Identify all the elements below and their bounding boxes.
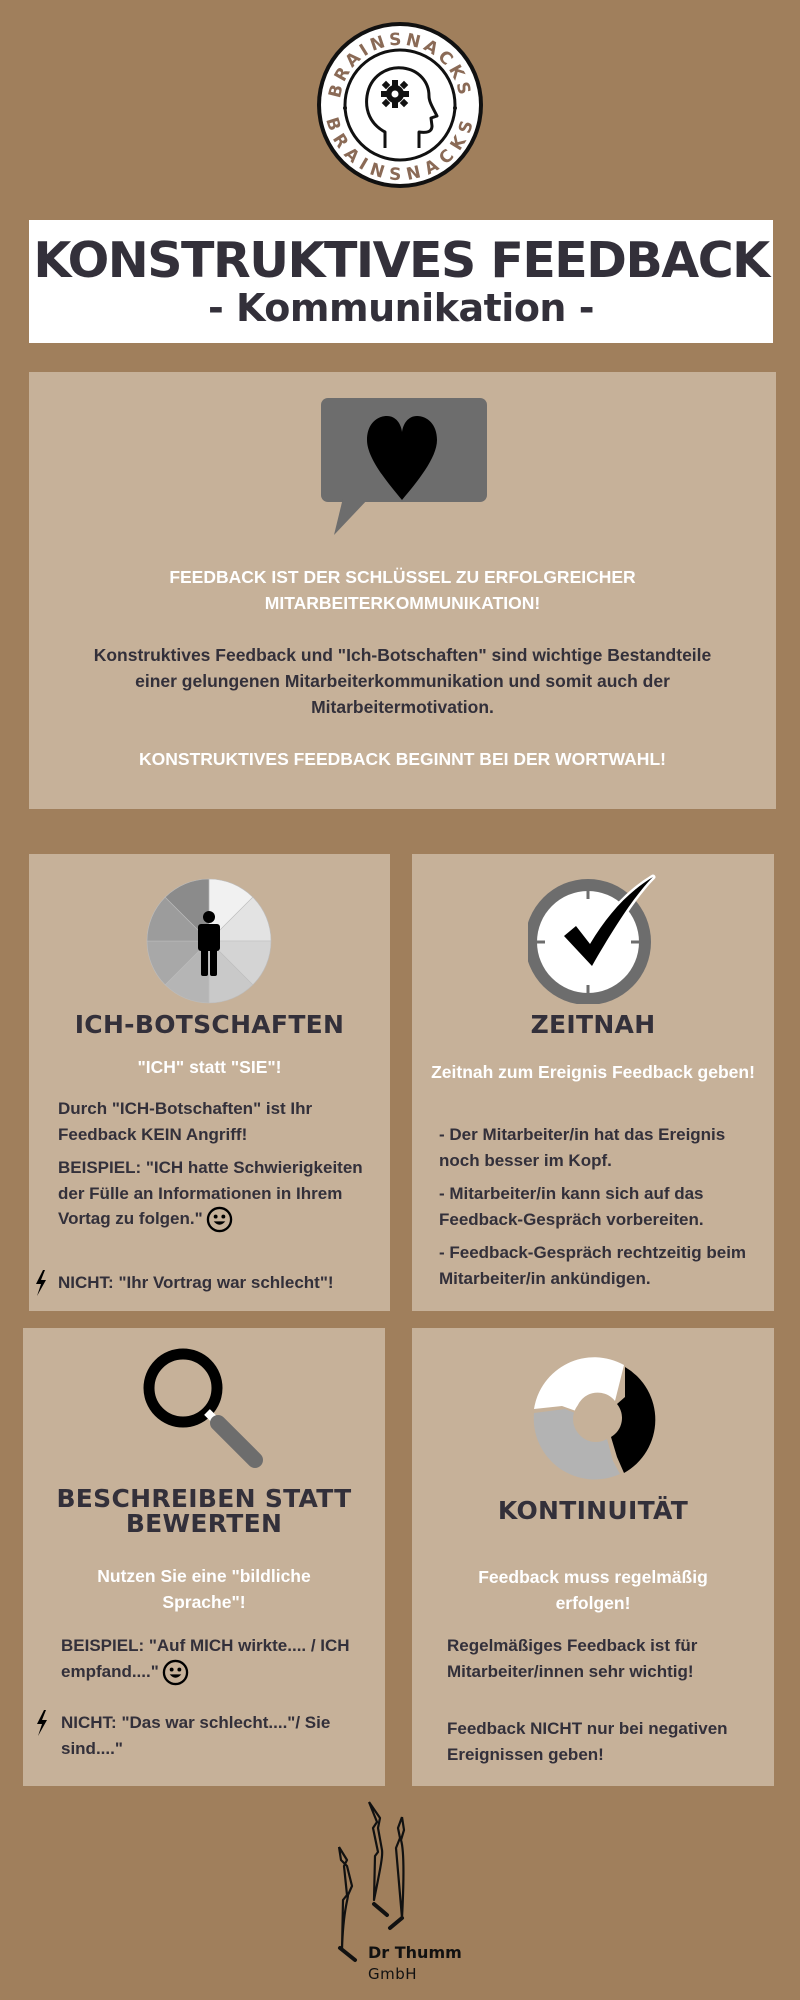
- card-beschreiben-statt-bewerten: [23, 1328, 385, 1786]
- negative-example: NICHT: "Das war schlecht...."/ Sie sind....": [61, 1713, 331, 1758]
- page-subtitle: - Kommunikation -: [208, 286, 594, 330]
- svg-text:BRAINSNACKS: BRAINSNACKS: [325, 29, 475, 100]
- card-body: BEISPIEL: "Auf MICH wirkte.... / ICH empfand....": [61, 1633, 365, 1694]
- card-title: ICH-BOTSCHAFTEN: [74, 1010, 345, 1039]
- card-body: - Der Mitarbeiter/in hat das Ereignis noch besser im Kopf. - Mitarbeiter/in kann sich auf das Feedback-Gespräch vorbereiten. - Feedback-Gespräch rechtzeitig beim Mitarbeiter/in ankündigen.: [439, 1125, 747, 1288]
- intro-headline: FEEDBACK IST DER SCHLÜSSEL ZU ERFOLGREICHER MITARBEITERKOMMUNIKATION!: [169, 567, 636, 613]
- person-wheel-icon: [146, 878, 272, 1004]
- intro-body: Konstruktives Feedback und "Ich-Botschaften" sind wichtige Bestandteile einer gelungenen Mitarbeiterkommunikation und somit auch der Mitarbeitermotivation.: [93, 645, 712, 717]
- card-subtitle: "ICH" statt "SIE"!: [137, 1057, 282, 1077]
- title-banner: [29, 220, 773, 343]
- negative-example: NICHT: "Ihr Vortrag war schlecht"!: [58, 1273, 334, 1292]
- card-title: BESCHREIBEN STATT BEWERTEN: [56, 1484, 352, 1538]
- intro-panel: [29, 372, 776, 809]
- company-name: Dr Thumm: [368, 1943, 462, 1962]
- card-title: KONTINUITÄT: [497, 1496, 689, 1525]
- smiley-icon: [162, 1659, 189, 1686]
- page-title: KONSTRUKTIVES FEEDBACK: [33, 232, 769, 289]
- card-subtitle: Nutzen Sie eine "bildliche Sprache"!: [97, 1566, 311, 1612]
- smiley-icon: [206, 1206, 233, 1233]
- lightning-bolt-icon: [34, 1270, 48, 1296]
- magnifier-icon: [143, 1348, 273, 1478]
- brainsnacks-logo: [315, 20, 485, 190]
- speech-bubble-heart-icon: [317, 390, 487, 540]
- card-subtitle: Zeitnah zum Ereignis Feedback geben!: [431, 1062, 755, 1082]
- card-subtitle: Feedback muss regelmäßig erfolgen!: [478, 1567, 708, 1613]
- card-kontinuitaet: [412, 1328, 774, 1786]
- card-title: ZEITNAH: [530, 1010, 656, 1039]
- company-suffix: GmbH: [368, 1965, 418, 1983]
- cycle-arrows-icon: [532, 1356, 658, 1482]
- intro-closing: KONSTRUKTIVES FEEDBACK BEGINNT BEI DER WORTWAHL!: [139, 749, 666, 769]
- card-ich-botschaften: [29, 854, 390, 1311]
- card-zeitnah: [412, 854, 774, 1311]
- card-body: Regelmäßiges Feedback ist für Mitarbeiter/innen sehr wichtig! Feedback NICHT nur bei negativen Ereignissen geben!: [447, 1636, 728, 1764]
- lightning-bolt-icon: [35, 1710, 49, 1736]
- clock-check-icon: [528, 874, 658, 1004]
- card-body: Durch "ICH-Botschaften" ist Ihr Feedback KEIN Angriff! BEISPIEL: "ICH hatte Schwierigkeiten der Fülle an Informationen in Ihrem Vortag zu folgen.": [58, 1096, 372, 1241]
- svg-text:BRAINSNACKS: BRAINSNACKS: [321, 115, 479, 186]
